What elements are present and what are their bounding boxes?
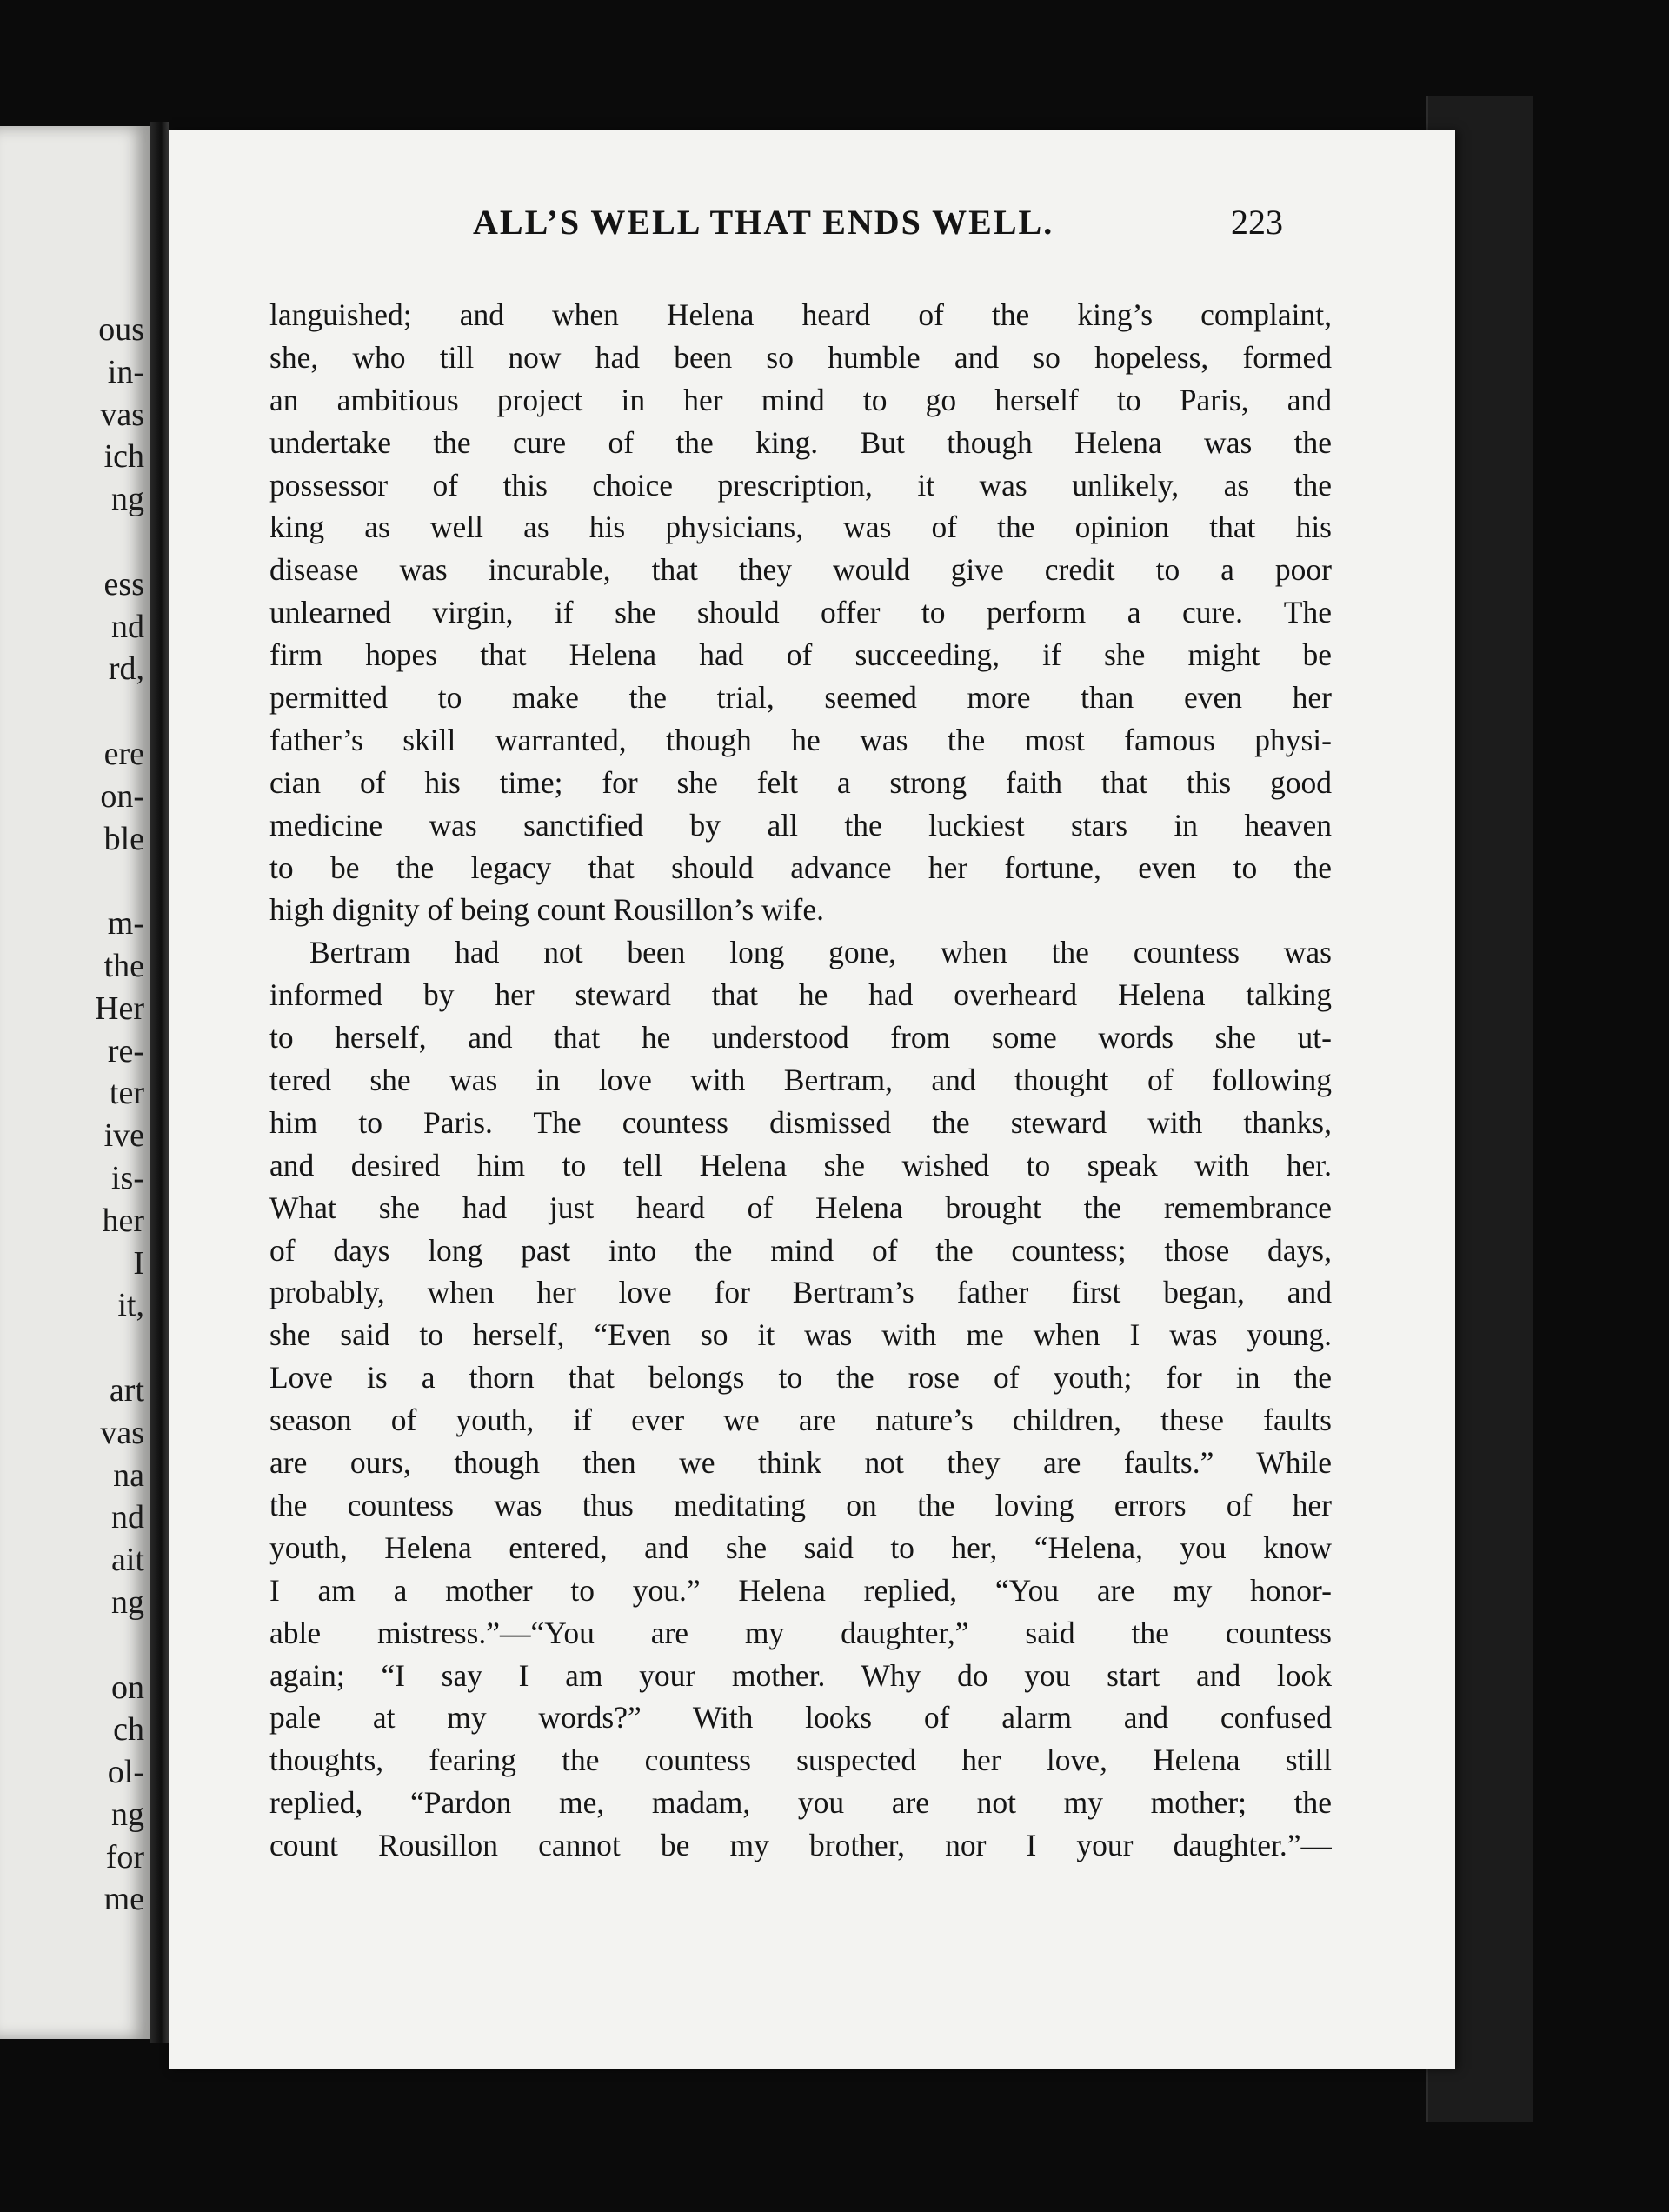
previous-page-line: ait bbox=[111, 1542, 144, 1579]
text-line: to be the legacy that should advance her fortune, even to the bbox=[269, 849, 1332, 885]
previous-page-line: on bbox=[111, 1669, 144, 1706]
previous-page-line bbox=[0, 1624, 150, 1667]
book-gutter bbox=[150, 122, 169, 2043]
text-line: able mistress.”—“You are my daughter,” said the countess bbox=[269, 1615, 1332, 1650]
text-line: languished; and when Helena heard of the king’s complaint, bbox=[269, 297, 1332, 332]
running-title: ALL’S WELL THAT ENDS WELL. bbox=[473, 203, 1054, 242]
previous-page-line: her bbox=[102, 1202, 144, 1239]
text-line: she, who till now had been so humble and so hopeless, formed bbox=[269, 339, 1332, 375]
text-line: him to Paris. The countess dismissed the steward with thanks, bbox=[269, 1104, 1332, 1140]
previous-page-line: ng bbox=[111, 1583, 144, 1621]
text-line: youth, Helena entered, and she said to her, “Helena, you know bbox=[269, 1529, 1332, 1565]
previous-page-line: on- bbox=[100, 777, 144, 815]
text-line: possessor of this choice prescription, it was unlikely, as the bbox=[269, 467, 1332, 503]
previous-page-line: is- bbox=[111, 1159, 144, 1196]
text-line: pale at my words?” With looks of alarm and confused bbox=[269, 1700, 1332, 1736]
paragraph-end-line: high dignity of being count Rousillon’s wife. bbox=[269, 892, 824, 928]
previous-page-line: re- bbox=[107, 1032, 144, 1069]
text-line: disease was incurable, that they would give credit to a poor bbox=[269, 552, 1332, 588]
text-line: I am a mother to you.” Helena replied, “You are my honor- bbox=[269, 1572, 1332, 1608]
previous-page-line bbox=[0, 521, 150, 563]
text-line: again; “I say I am your mother. Why do you start and look bbox=[269, 1657, 1332, 1693]
previous-page-line: ous bbox=[98, 311, 144, 348]
previous-page-line: it, bbox=[117, 1287, 144, 1324]
text-line: tered she was in love with Bertram, and thought of following bbox=[269, 1063, 1332, 1098]
text-line: What she had just heard of Helena brought the remembrance bbox=[269, 1189, 1332, 1225]
previous-page-line: me bbox=[103, 1881, 144, 1918]
previous-page-text bbox=[0, 309, 150, 1921]
previous-page-line: in- bbox=[107, 353, 144, 390]
text-line: season of youth, if ever we are nature’s children, these faults bbox=[269, 1402, 1332, 1438]
text-line: Love is a thorn that belongs to the rose of youth; for in the bbox=[269, 1360, 1332, 1396]
text-line: an ambitious project in her mind to go herself to Paris, and bbox=[269, 382, 1332, 417]
previous-page-line: ng bbox=[111, 481, 144, 518]
previous-page-line: vas bbox=[100, 396, 144, 433]
text-line: probably, when her love for Bertram’s father first began, and bbox=[269, 1275, 1332, 1310]
page-number: 223 bbox=[1231, 203, 1283, 242]
previous-page-line: ere bbox=[103, 735, 144, 772]
text-line: firm hopes that Helena had of succeeding, if she might be bbox=[269, 637, 1332, 673]
previous-page-line: Her bbox=[95, 989, 144, 1027]
text-line: and desired him to tell Helena she wished to speak with her. bbox=[269, 1147, 1332, 1183]
previous-page-line: for bbox=[105, 1838, 144, 1876]
previous-page-line: na bbox=[113, 1456, 144, 1494]
running-head bbox=[169, 202, 1455, 254]
previous-page-line: m- bbox=[107, 905, 144, 943]
text-line: replied, “Pardon me, madam, you are not my mother; the bbox=[269, 1785, 1332, 1821]
previous-page-line: ble bbox=[103, 820, 144, 857]
previous-page-line: the bbox=[103, 947, 144, 984]
text-line: thoughts, fearing the countess suspected her love, Helena still bbox=[269, 1742, 1332, 1778]
text-line: are ours, though then we think not they are faults.” While bbox=[269, 1445, 1332, 1481]
previous-page-line: ter bbox=[109, 1075, 144, 1112]
text-line: the countess was thus meditating on the loving errors of her bbox=[269, 1487, 1332, 1522]
text-line: undertake the cure of the king. But though Helena was the bbox=[269, 424, 1332, 460]
previous-page-line bbox=[0, 860, 150, 903]
text-line: of days long past into the mind of the countess; those days, bbox=[269, 1232, 1332, 1268]
text-line: count Rousillon cannot be my brother, nor I your daughter.”— bbox=[269, 1828, 1332, 1863]
previous-page-line bbox=[0, 690, 150, 733]
previous-page-line: I bbox=[133, 1244, 144, 1282]
previous-page-line: ng bbox=[111, 1796, 144, 1833]
text-line: father’s skill warranted, though he was the most famous physi- bbox=[269, 722, 1332, 757]
book-page bbox=[169, 130, 1455, 2069]
text-line: cian of his time; for she felt a strong faith that this good bbox=[269, 764, 1332, 800]
previous-page-line: rd, bbox=[108, 650, 144, 688]
paragraph-start-line: Bertram had not been long gone, when the countess was bbox=[309, 935, 1332, 970]
text-line: informed by her steward that he had overheard Helena talking bbox=[269, 977, 1332, 1013]
previous-page-line: art bbox=[109, 1371, 144, 1409]
previous-page bbox=[0, 126, 150, 2039]
previous-page-line bbox=[0, 1327, 150, 1369]
previous-page-line: ive bbox=[103, 1117, 144, 1155]
text-line: medicine was sanctified by all the luckiest stars in heaven bbox=[269, 807, 1332, 843]
text-line: unlearned virgin, if she should offer to perform a cure. The bbox=[269, 595, 1332, 630]
previous-page-line: ol- bbox=[107, 1754, 144, 1791]
text-line: king as well as his physicians, was of the opinion that his bbox=[269, 510, 1332, 545]
text-line: to herself, and that he understood from some words she ut- bbox=[269, 1020, 1332, 1056]
previous-page-line: nd bbox=[111, 608, 144, 645]
previous-page-line: ess bbox=[103, 565, 144, 603]
body-text bbox=[269, 294, 1332, 1867]
previous-page-line: ich bbox=[103, 438, 144, 476]
text-line: permitted to make the trial, seemed more than even her bbox=[269, 680, 1332, 716]
previous-page-line: nd bbox=[111, 1499, 144, 1536]
previous-page-line: vas bbox=[100, 1414, 144, 1451]
previous-page-line: ch bbox=[113, 1711, 144, 1749]
text-line: she said to herself, “Even so it was with me when I was young. bbox=[269, 1317, 1332, 1353]
